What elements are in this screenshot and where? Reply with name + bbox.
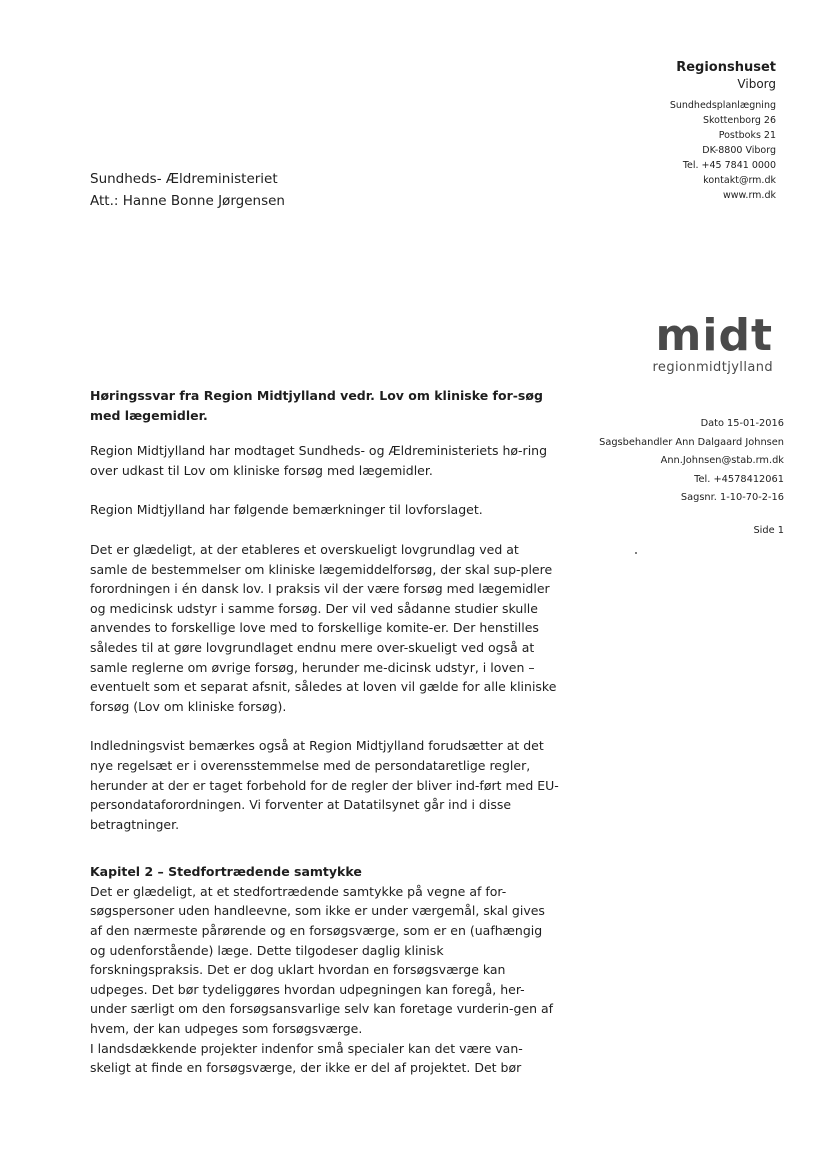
meta-page-number: Side 1 xyxy=(753,524,784,536)
sender-email: kontakt@rm.dk xyxy=(703,175,776,186)
meta-date: Dato 15-01-2016 xyxy=(700,418,784,429)
letter-title: Høringssvar fra Region Midtjylland vedr. Lov om kliniske for-søg med lægemidler. xyxy=(90,388,543,423)
paragraph-consent: Det er glædeligt, at et stedfortrædende samtykke på vegne af for-søgspersoner uden handleevne, som ikke er under værgemål, skal gives af den nærmeste pårørende og en forsøgsværge, som er en (uafhængig og udenforstående) læge. Dette tilgodeser daglig klinisk forskningspraksis. Det er dog uklart hvordan en forsøgsværge kan udpeges. Det bør tydeliggøres hvordan udpegningen kan foregå, her-under særligt om den forsøgsansvarlige selv kan foretage vurderin-gen af hvem, der kan udpeges som forsøgsværge. xyxy=(90,883,554,1037)
letter-body xyxy=(90,386,560,1078)
sender-department: Sundhedsplanlægning xyxy=(669,100,776,111)
region-logo xyxy=(652,312,773,376)
section-heading: Kapitel 2 – Stedfortrædende samtykke xyxy=(90,864,362,880)
paragraph-data-protection: Indledningsvist bemærkes også at Region Midtjylland forudsætter at det nye regelsæt er i overensstemmelse med de persondataretlige regler, herunder at der er taget forbehold for de regler der bliver ind-ført med EU-persondataforordningen. Vi forventer at Datatilsynet går ind i disse betragtninger. xyxy=(90,738,559,832)
sender-city: Viborg xyxy=(737,77,776,91)
paragraph-national-projects: I landsdækkende projekter indenfor små specialer kan det være van-skeligt at finde en forsøgsværge, der ikke er del af projektet. Det bør xyxy=(90,1040,523,1076)
logo-wordmark: midt xyxy=(655,310,773,361)
sender-address xyxy=(670,60,776,203)
sender-phone: Tel. +45 7841 0000 xyxy=(682,160,776,171)
meta-phone: Tel. +4578412061 xyxy=(694,473,784,485)
sender-pobox: Postboks 21 xyxy=(718,130,776,141)
sender-org: Regionshuset xyxy=(676,60,776,75)
sender-postal: DK-8800 Viborg xyxy=(702,145,776,156)
case-metadata xyxy=(599,415,784,540)
paragraph-legal-basis: Det er glædeligt, at der etableres et overskueligt lovgrundlag ved at samle de bestemmelser om kliniske lægemiddelforsøg, der skal sup-plere forordningen i én dansk lov. I praksis vil der være forsøg med lægemidler og medicinsk udstyr i samme forsøg. Der vil ved sådanne studier skulle anvendes to forskellige love med to forskellige komite-er. Der henstilles således til at gøre lovgrundlaget endnu mere over-skueligt ved også at samle reglerne om øvrige forsøg, herunder me-dicinsk udstyr, i loven – eventuelt som et separat afsnit, således at loven vil gælde for alle kliniske forsøg (Lov om kliniske forsøg). xyxy=(90,541,557,714)
sender-street: Skottenborg 26 xyxy=(702,115,776,126)
logo-subtitle: regionmidtjylland xyxy=(652,360,773,375)
recipient-address xyxy=(90,168,285,212)
paragraph-intro: Region Midtjylland har modtaget Sundheds- og Ældreministeriets hø-ring over udkast til Lov om kliniske forsøg med lægemidler. xyxy=(90,443,548,478)
meta-case-number: Sagsnr. 1-10-70-2-16 xyxy=(680,492,784,503)
recipient-attention: Att.: Hanne Bonne Jørgensen xyxy=(90,193,285,209)
sender-website: www.rm.dk xyxy=(722,190,776,201)
scan-dot xyxy=(635,552,637,554)
recipient-name: Sundheds- Ældreministeriet xyxy=(90,171,278,187)
meta-handler: Sagsbehandler Ann Dalgaard Johnsen xyxy=(599,436,784,448)
paragraph-remarks: Region Midtjylland har følgende bemærkninger til lovforslaget. xyxy=(90,502,483,518)
meta-email: Ann.Johnsen@stab.rm.dk xyxy=(660,455,784,466)
